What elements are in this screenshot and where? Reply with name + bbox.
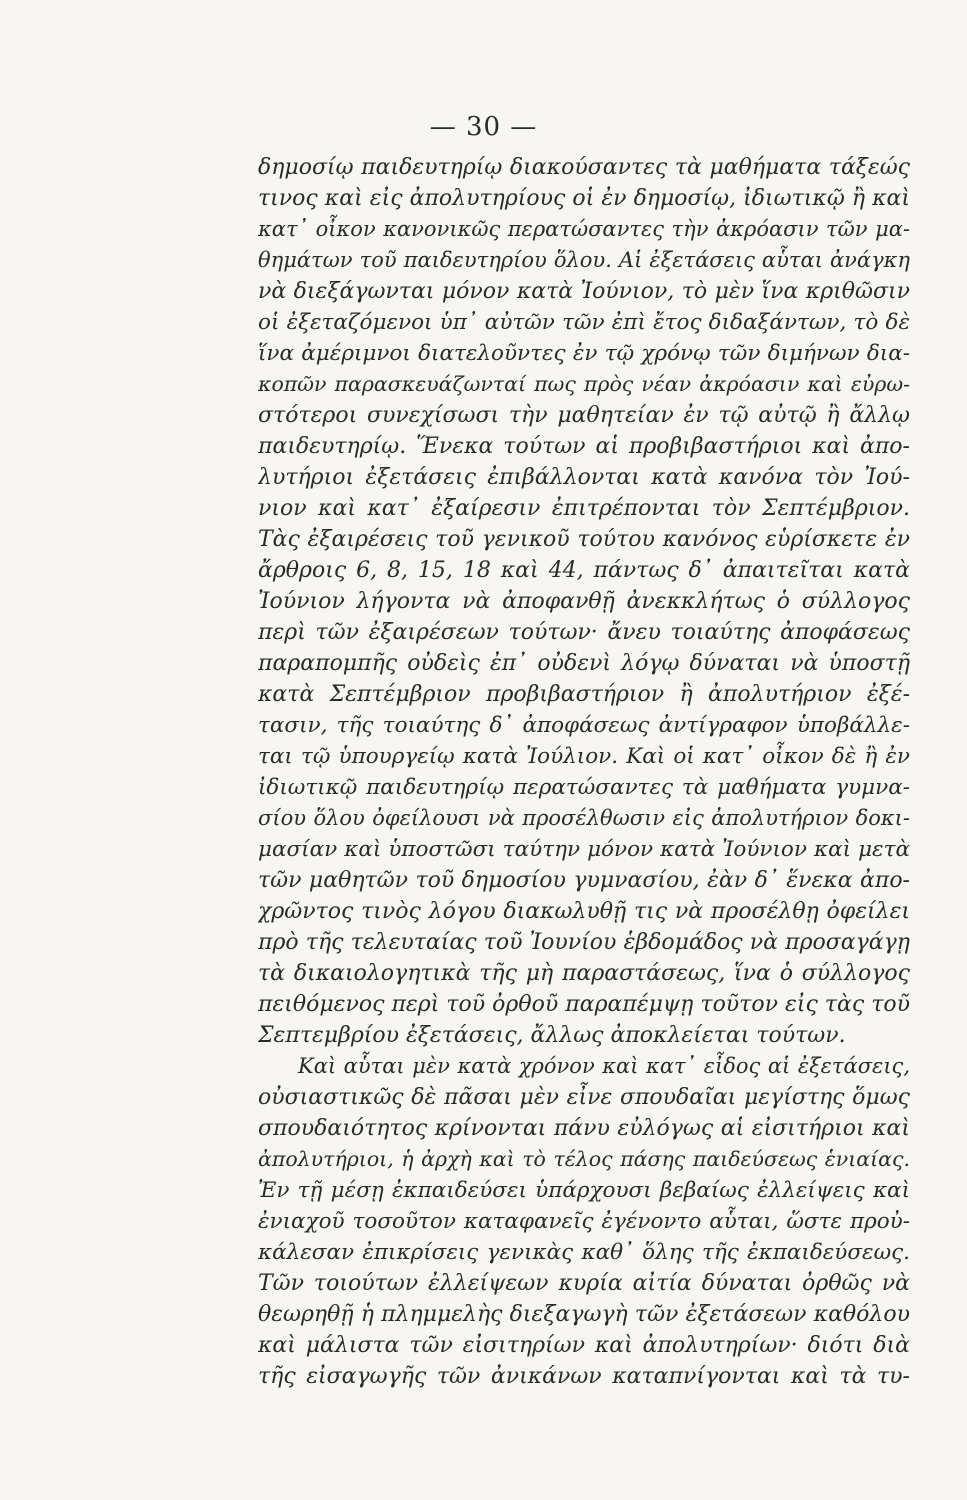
text-line: θεωρηθῇ ἡ πλημμελὴς διεξαγωγὴ τῶν ἐξετάσεων καθόλου xyxy=(258,1302,910,1327)
paragraph-start-line: Καὶ αὗται μὲν κατὰ χρόνον καὶ κατ᾿ εἶδος αἱ ἐξετάσεις, xyxy=(298,1054,910,1078)
text-line: Ἰούνιον λήγοντα νὰ ἀποφανθῇ ἀνεκκλήτως ὁ σύλλογος xyxy=(258,589,910,614)
text-line: παραπομπῆς οὐδεὶς ἐπ᾿ οὐδενὶ λόγῳ δύναται νὰ ὑποστῇ xyxy=(258,651,910,676)
text-line: ἵνα ἀμέριμνοι διατελοῦντες ἐν τῷ χρόνῳ τῶν διμήνων δια- xyxy=(258,341,910,366)
text-line: θημάτων τοῦ παιδευτηρίου ὅλου. Αἱ ἐξετάσεις αὗται ἀνάγκη xyxy=(258,248,910,272)
text-line: οὐσιαστικῶς δὲ πᾶσαι μὲν εἶνε σπουδαῖαι μεγίστης ὅμως xyxy=(258,1085,910,1110)
text-line: νιον καὶ κατ᾿ ἐξαίρεσιν ἐπιτρέπονται τὸν Σεπτέμβριον. xyxy=(258,496,910,521)
text-line: Σεπτεμβρίου ἐξετάσεις, ἄλλως ἀποκλείεται τούτων. xyxy=(258,1023,846,1048)
text-line: τασιν, τῆς τοιαύτης δ᾿ ἀποφάσεως ἀντίγραφον ὑποβάλλε- xyxy=(258,713,910,738)
text-line: Τῶν τοιούτων ἐλλείψεων κυρία αἰτία δύναται ὀρθῶς νὰ xyxy=(258,1271,910,1296)
text-line: τῶν μαθητῶν τοῦ δημοσίου γυμνασίου, ἐὰν δ᾿ ἕνεκα ἀπο- xyxy=(258,868,910,893)
text-line: κατὰ Σεπτέμβριον προβιβαστήριον ἢ ἀπολυτήριον ἐξέ- xyxy=(258,682,910,707)
text-line: ἐνιαχοῦ τοσοῦτον καταφανεῖς ἐγένοντο αὗται, ὥστε προὐ- xyxy=(258,1209,910,1234)
text-line: ἄρθροις 6, 8, 15, 18 καὶ 44, πάντως δ᾿ ἀπαιτεῖται κατὰ xyxy=(258,558,910,583)
text-line: Ἐν τῇ μέσῃ ἐκπαιδεύσει ὑπάρχουσι βεβαίως ἐλλείψεις καὶ xyxy=(258,1178,910,1203)
text-line: ται τῷ ὑπουργείῳ κατὰ Ἰούλιον. Καὶ οἱ κατ᾿ οἶκον δὲ ἢ ἐν xyxy=(258,744,910,769)
page-number: — 30 — xyxy=(429,112,538,142)
text-line: ἰδιωτικῷ παιδευτηρίῳ περατώσαντες τὰ μαθήματα γυμνα- xyxy=(258,775,910,800)
text-line: Τὰς ἐξαιρέσεις τοῦ γενικοῦ τούτου κανόνος εὑρίσκετε ἐν xyxy=(258,527,910,552)
text-line: πειθόμενος περὶ τοῦ ὀρθοῦ παραπέμψῃ τοῦτον εἰς τὰς τοῦ xyxy=(258,992,910,1017)
text-line: τῆς εἰσαγωγῆς τῶν ἀνικάνων καταπνίγονται καὶ τὰ τυ- xyxy=(258,1364,910,1389)
text-line: ἀπολυτήριοι, ἡ ἀρχὴ καὶ τὸ τέλος πάσης παιδεύσεως ἑνιαίας. xyxy=(258,1147,910,1171)
body-text xyxy=(258,152,910,1392)
text-line: τὰ δικαιολογητικὰ τῆς μὴ παραστάσεως, ἵνα ὁ σύλλογος xyxy=(258,961,910,986)
text-line: μασίαν καὶ ὑποστῶσι ταύτην μόνον κατὰ Ἰούνιον καὶ μετὰ xyxy=(258,837,910,862)
text-line: κατ᾿ οἶκον κανονικῶς περατώσαντες τὴν ἀκρόασιν τῶν μα- xyxy=(258,217,910,241)
text-line: σπουδαιότητος κρίνονται πάνυ εὐλόγως αἱ εἰσιτήριοι καὶ xyxy=(258,1116,910,1141)
text-line: χρῶντος τινὸς λόγου διακωλυθῇ τις νὰ προσέλθῃ ὀφείλει xyxy=(258,899,910,924)
text-line: σίου ὅλου ὀφείλουσι νὰ προσέλθωσιν εἰς ἀπολυτήριον δοκι- xyxy=(258,806,910,830)
text-line: κάλεσαν ἐπικρίσεις γενικὰς καθ᾿ ὅλης τῆς ἐκπαιδεύσεως. xyxy=(258,1240,910,1265)
text-line: τινος καὶ εἰς ἀπολυτηρίους οἱ ἐν δημοσίῳ, ἰδιωτικῷ ἢ καὶ xyxy=(258,186,910,211)
text-line: νὰ διεξάγωνται μόνον κατὰ Ἰούνιον, τὸ μὲν ἵνα κριθῶσιν xyxy=(258,279,910,304)
text-line: στότεροι συνεχίσωσι τὴν μαθητείαν ἐν τῷ αὐτῷ ἢ ἄλλῳ xyxy=(258,403,910,428)
text-line: περὶ τῶν ἐξαιρέσεων τούτων· ἄνευ τοιαύτης ἀποφάσεως xyxy=(258,620,910,645)
text-line: κοπῶν παρασκευάζωνταί πως πρὸς νέαν ἀκρόασιν καὶ εὐρω- xyxy=(258,372,910,396)
text-line: παιδευτηρίῳ. Ἕνεκα τούτων αἱ προβιβαστήριοι καὶ ἀπο- xyxy=(258,434,910,459)
text-line: δημοσίῳ παιδευτηρίῳ διακούσαντες τὰ μαθήματα τάξεώς xyxy=(258,155,910,180)
text-line: οἱ ἐξεταζόμενοι ὑπ᾿ αὐτῶν τῶν ἐπὶ ἔτος διδαξάντων, τὸ δὲ xyxy=(258,310,910,335)
text-line: λυτήριοι ἐξετάσεις ἐπιβάλλονται κατὰ κανόνα τὸν Ἰού- xyxy=(258,465,910,490)
text-line: καὶ μάλιστα τῶν εἰσιτηρίων καὶ ἀπολυτηρίων· διότι διὰ xyxy=(258,1333,910,1358)
text-line: πρὸ τῆς τελευταίας τοῦ Ἰουνίου ἑβδομάδος νὰ προσαγάγῃ xyxy=(258,930,910,955)
